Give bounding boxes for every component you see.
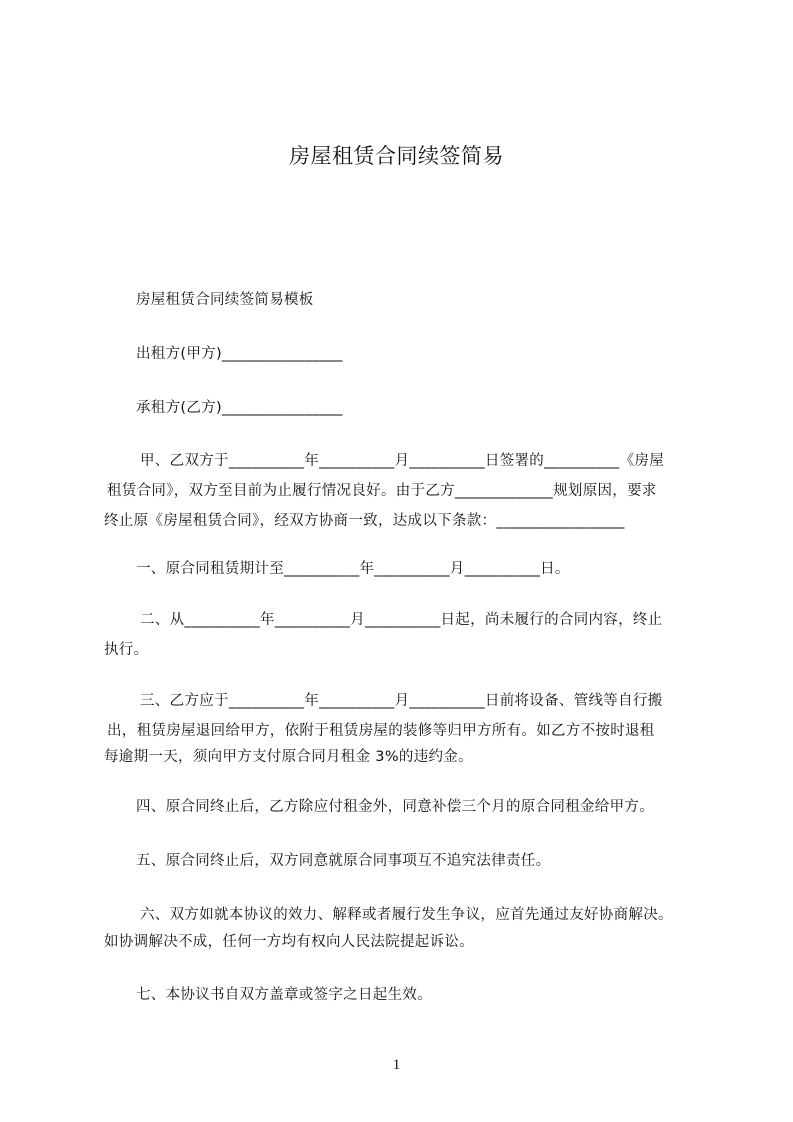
clause-7-line-1: 七、本协议书自双方盖章或签字之日起生效。 bbox=[136, 987, 432, 1003]
clause-6-line-1: 六、双方如就本协议的效力、解释或者履行发生争议，应首先通过友好协商解决。 bbox=[140, 907, 673, 923]
clause-2-line-1: 二、从__________年__________月__________日起，尚未履行的合同内容，终止 bbox=[140, 612, 663, 628]
clause-5-line-1: 五、原合同终止后，双方同意就原合同事项互不追究法律责任。 bbox=[136, 853, 551, 869]
document-title: 房屋租赁合同续签简易 bbox=[289, 144, 504, 168]
lessee-line: 承租方(乙方)________________ bbox=[136, 400, 343, 416]
clause-3-line-2: 出，租赁房屋退回给甲方，依附于租赁房屋的装修等归甲方所有。如乙方不按时退租 bbox=[107, 723, 655, 739]
template-subtitle: 房屋租赁合同续签简易模板 bbox=[136, 292, 314, 308]
preamble-line-2: 租赁合同》，双方至目前为止履行情况良好。由于乙方_____________规划原因，要求 bbox=[107, 483, 657, 499]
clause-1-line-1: 一、原合同租赁期计至__________年__________月__________日。 bbox=[136, 561, 570, 577]
preamble-line-1: 甲、乙双方于__________年__________月__________日签署的__________《房屋 bbox=[140, 453, 664, 469]
clause-2-line-2: 执行。 bbox=[104, 642, 149, 658]
clause-3-line-1: 三、乙方应于__________年__________月__________日前将设备、管线等自行搬 bbox=[140, 693, 663, 709]
lessor-line: 出租方(甲方)________________ bbox=[136, 346, 343, 362]
clause-3-line-3: 每逾期一天，须向甲方支付原合同月租金 3%的违约金。 bbox=[104, 749, 473, 765]
preamble-line-3: 终止原《房屋租赁合同》，经双方协商一致，达成以下条款：_________________ bbox=[104, 513, 625, 529]
page-number: 1 bbox=[392, 1057, 401, 1073]
clause-4-line-1: 四、原合同终止后，乙方除应付租金外，同意补偿三个月的原合同租金给甲方。 bbox=[136, 799, 654, 815]
clause-6-line-2: 如协调解决不成，任何一方均有权向人民法院提起诉讼。 bbox=[104, 934, 474, 950]
